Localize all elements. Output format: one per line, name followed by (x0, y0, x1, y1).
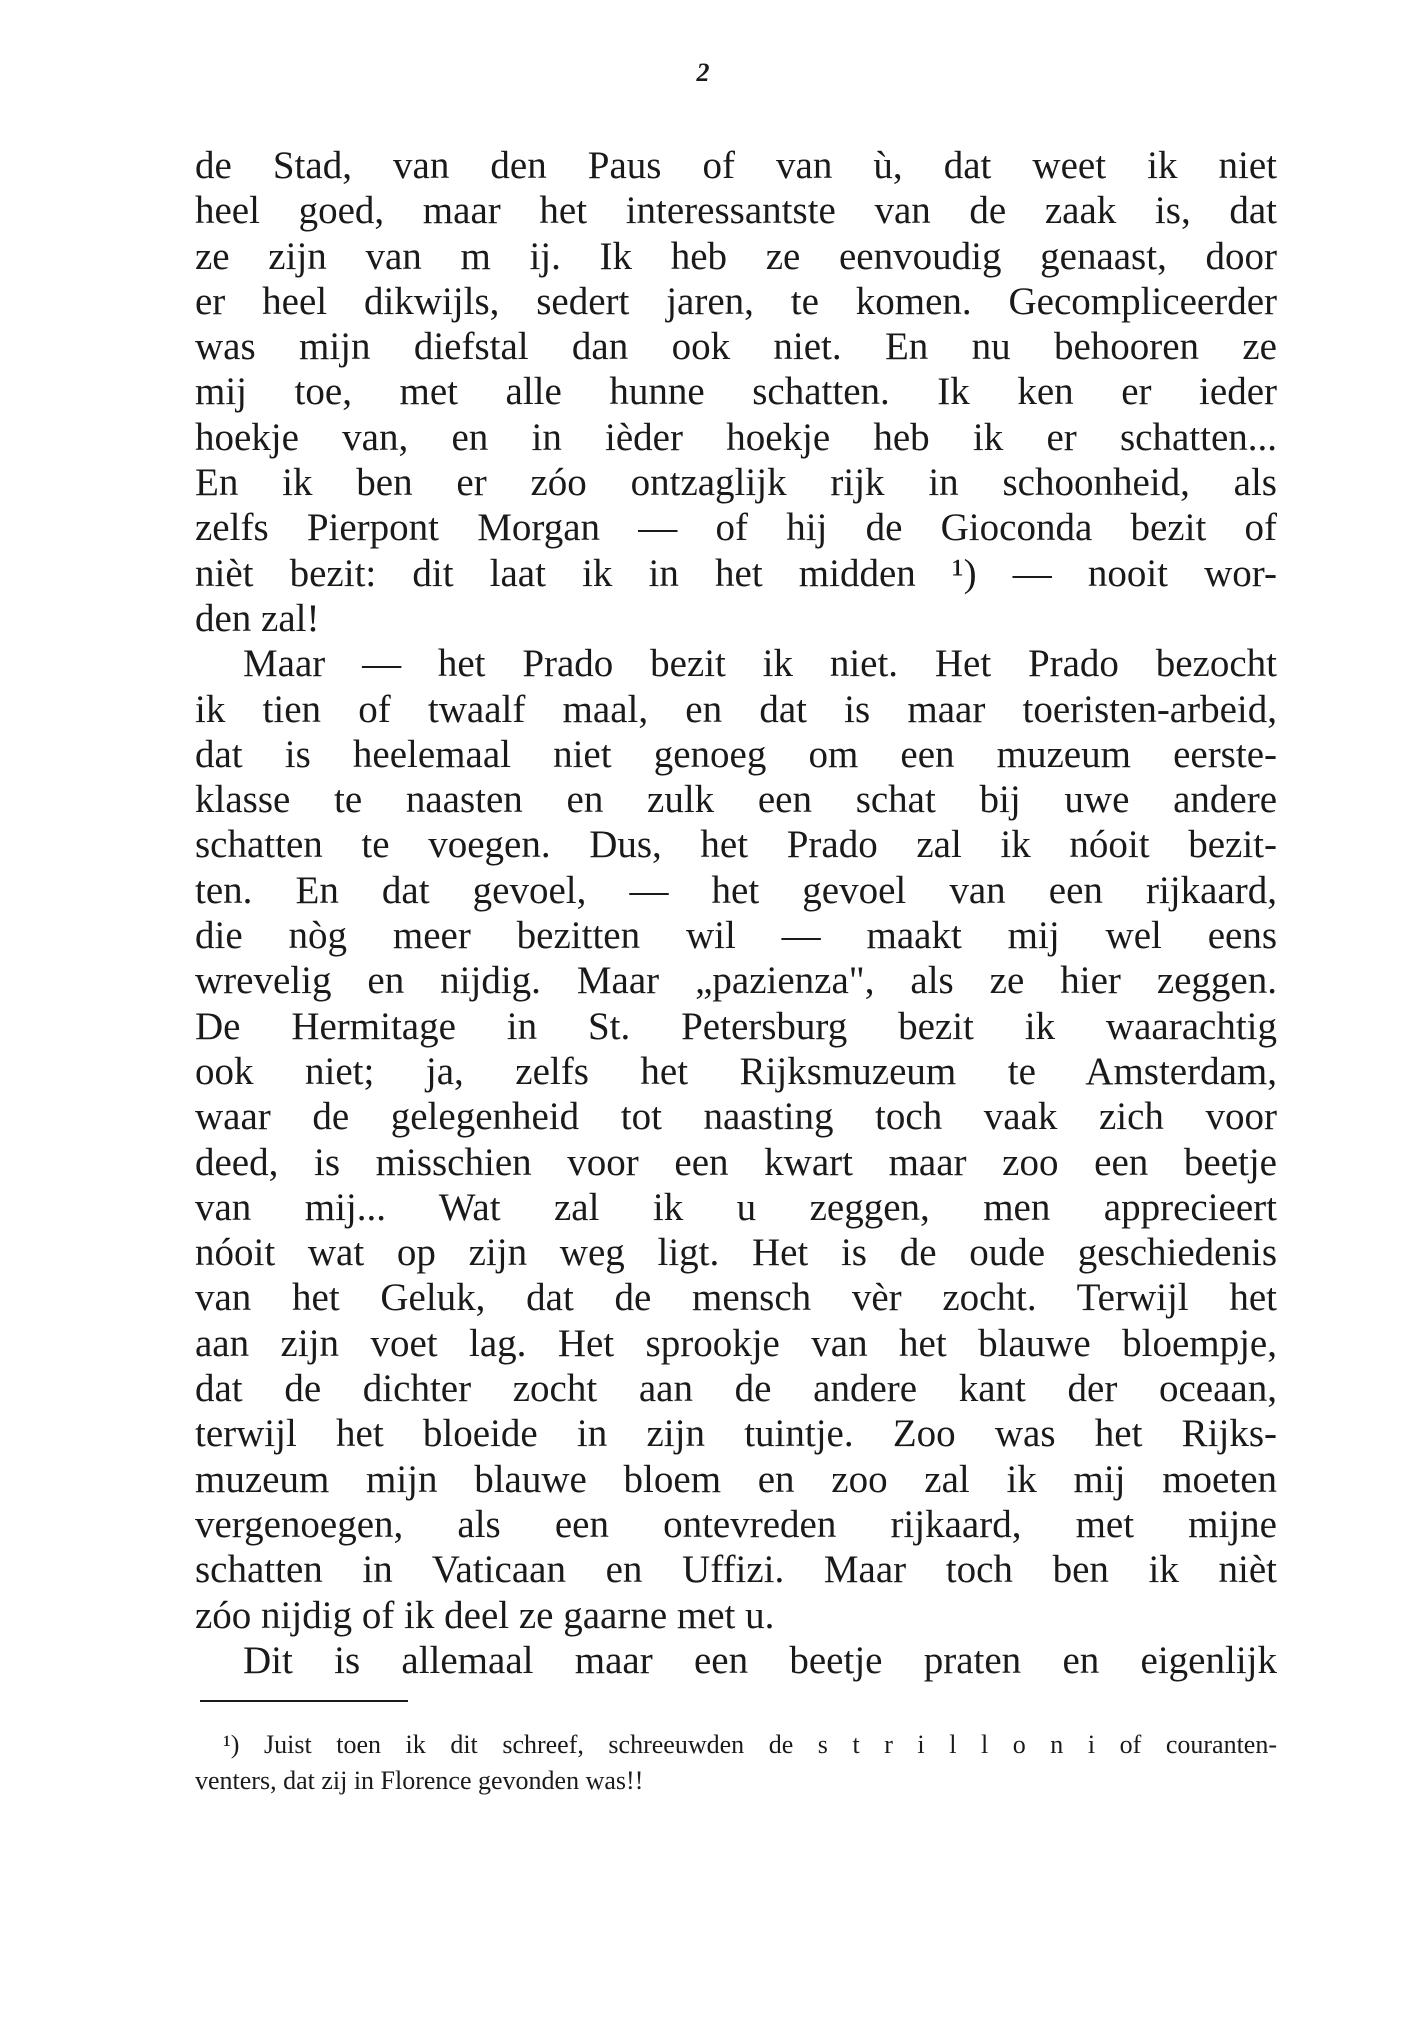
text-line: mij toe, met alle hunne schatten. Ik ken er ieder (195, 370, 1277, 414)
footnote-line: venters, dat zij in Florence gevonden was!! (195, 1766, 644, 1795)
text-line: van het Geluk, dat de mensch vèr zocht. Terwijl het (195, 1276, 1277, 1320)
text-line: wrevelig en nijdig. Maar „pazienza", als ze hier zeggen. (195, 959, 1277, 1003)
text-line: ook niet; ja, zelfs het Rijksmuzeum te Amsterdam, (195, 1049, 1277, 1093)
text-line: zóo nijdig of ik deel ze gaarne met u. (195, 1593, 775, 1637)
text-line: zelfs Pierpont Morgan — of hij de Gioconda bezit of (195, 506, 1277, 550)
text-line: De Hermitage in St. Petersburg bezit ik waarachtig (195, 1004, 1277, 1048)
text-line: van mij... Wat zal ik u zeggen, men apprecieert (195, 1185, 1277, 1229)
text-line: ten. En dat gevoel, — het gevoel van een rijkaard, (195, 868, 1277, 912)
text-line: nièt bezit: dit laat ik in het midden ¹) — nooit wor- (195, 551, 1277, 595)
text-line: den zal! (195, 596, 320, 640)
text-line: hoekje van, en in ièder hoekje heb ik er schatten... (195, 415, 1277, 459)
text-line: Maar — het Prado bezit ik niet. Het Prado bezocht (243, 642, 1277, 686)
text-line: terwijl het bloeide in zijn tuintje. Zoo was het Rijks- (195, 1412, 1277, 1456)
text-line: ze zijn van m ij. Ik heb ze eenvoudig genaast, door (195, 234, 1277, 278)
text-line: waar de gelegenheid tot naasting toch vaak zich voor (195, 1095, 1277, 1139)
text-line: dat de dichter zocht aan de andere kant der oceaan, (195, 1367, 1277, 1411)
footnote-divider (200, 1700, 408, 1702)
text-line: schatten te voegen. Dus, het Prado zal ik nóoit bezit- (195, 823, 1277, 867)
text-line: heel goed, maar het interessantste van de zaak is, dat (195, 189, 1277, 233)
text-line: nóoit wat op zijn weg ligt. Het is de oude geschiedenis (195, 1231, 1277, 1275)
text-line: deed, is misschien voor een kwart maar zoo een beetje (195, 1140, 1277, 1184)
text-line: dat is heelemaal niet genoeg om een muzeum eerste- (195, 732, 1277, 776)
text-line: Dit is allemaal maar een beetje praten en eigenlijk (243, 1638, 1277, 1682)
page-number: 2 (696, 58, 710, 87)
text-line: muzeum mijn blauwe bloem en zoo zal ik mij moeten (195, 1457, 1277, 1501)
text-line: ik tien of twaalf maal, en dat is maar toeristen-arbeid, (195, 687, 1277, 731)
text-line: die nòg meer bezitten wil — maakt mij wel eens (195, 914, 1277, 958)
text-line: was mijn diefstal dan ook niet. En nu behooren ze (195, 325, 1277, 369)
text-line: schatten in Vaticaan en Uffizi. Maar toch ben ik nièt (195, 1548, 1277, 1592)
footnote (195, 1727, 1277, 1799)
text-line: de Stad, van den Paus of van ù, dat weet ik niet (195, 144, 1277, 187)
body-text (195, 143, 1277, 1683)
text-line: aan zijn voet lag. Het sprookje van het blauwe bloempje, (195, 1321, 1277, 1365)
text-line: vergenoegen, als een ontevreden rijkaard, met mijne (195, 1502, 1277, 1546)
text-line: klasse te naasten en zulk een schat bij uwe andere (195, 778, 1277, 822)
text-line: er heel dikwijls, sedert jaren, te komen. Gecompliceerder (195, 279, 1277, 323)
footnote-line: ¹) Juist toen ik dit schreef, schreeuwden de s t r i l l o n i of couranten- (223, 1730, 1277, 1759)
text-line: En ik ben er zóo ontzaglijk rijk in schoonheid, als (195, 461, 1277, 505)
